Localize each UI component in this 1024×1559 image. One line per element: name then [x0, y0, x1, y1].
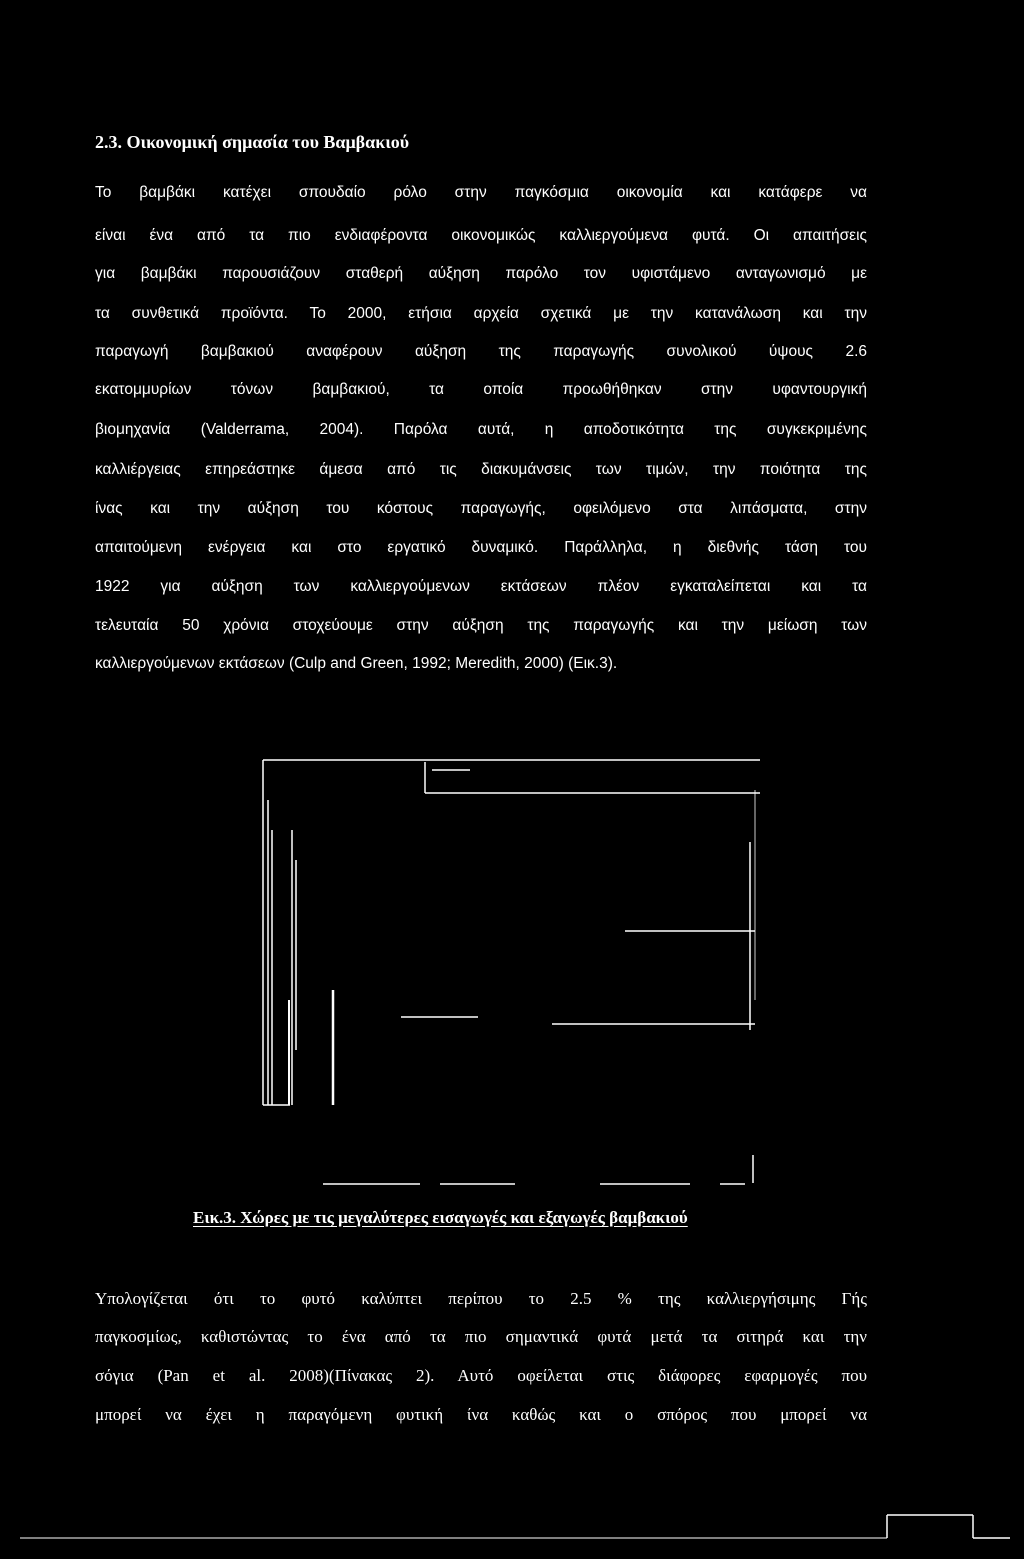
paragraph-line: βιομηχανία (Valderrama, 2004). Παρόλα αυτά, η αποδοτικότητα της συγκεκριμένης: [95, 421, 867, 438]
paragraph-line: Υπολογίζεται ότι το φυτό καλύπτει περίπου το 2.5 % της καλλιεργήσιμης Γής: [95, 1289, 867, 1308]
paragraph-line: ίνας και την αύξηση του κόστους παραγωγής, οφειλόμενο στα λιπάσματα, στην: [95, 500, 867, 517]
paragraph-line: καλλιεργούμενων εκτάσεων (Culp and Green, 1992; Meredith, 2000) (Εικ.3).: [95, 655, 618, 672]
paragraph-line: εκατομμυρίων τόνων βαμβακιού, τα οποία προωθήθηκαν στην υφαντουργική: [95, 381, 867, 398]
paragraph-line: για βαμβάκι παρουσιάζουν σταθερή αύξηση παρόλο τον υφιστάμενο ανταγωνισμό με: [95, 265, 867, 282]
paragraph-line: τελευταία 50 χρόνια στοχεύουμε στην αύξηση της παραγωγής και την μείωση των: [95, 617, 867, 634]
paragraph-line: απαιτούμενη ενέργεια και στο εργατικό δυναμικό. Παράλληλα, η διεθνής τάση του: [95, 539, 867, 556]
figure-caption: Εικ.3. Χώρες με τις μεγαλύτερες εισαγωγές και εξαγωγές βαμβακιού: [193, 1208, 688, 1227]
paragraph-line: παραγωγή βαμβακιού αναφέρουν αύξηση της παραγωγής συνολικού ύψους 2.6: [95, 343, 867, 360]
paragraph-line: σόγια (Pan et al. 2008)(Πίνακας 2). Αυτό οφείλεται στις διάφορες εφαρμογές που: [95, 1366, 867, 1385]
paragraph-line: καλλιέργειας επηρεάστηκε άμεσα από τις διακυμάνσεις των τιμών, την ποιότητα της: [95, 461, 867, 478]
paragraph-line: είναι ένα από τα πιο ενδιαφέροντα οικονομικώς καλλιεργούμενα φυτά. Οι απαιτήσεις: [95, 227, 867, 244]
paragraph-line: τα συνθετικά προϊόντα. Το 2000, ετήσια αρχεία σχετικά με την κατανάλωση και την: [95, 305, 867, 322]
paragraph-line: παγκοσμίως, καθιστώντας το ένα από τα πιο σημαντικά φυτά μετά τα σιτηρά και την: [95, 1327, 867, 1346]
paragraph-line: μπορεί να έχει η παραγόμενη φυτική ίνα καθώς και ο σπόρος που μπορεί να: [95, 1405, 867, 1424]
paragraph-line: Το βαμβάκι κατέχει σπουδαίο ρόλο στην παγκόσμια οικονομία και κατάφερε να: [95, 184, 867, 201]
section-heading: 2.3. Οικονομική σημασία του Βαμβακιού: [95, 132, 410, 152]
paragraph-line: 1922 για αύξηση των καλλιεργούμενων εκτάσεων πλέον εγκαταλείπεται και τα: [95, 578, 867, 595]
